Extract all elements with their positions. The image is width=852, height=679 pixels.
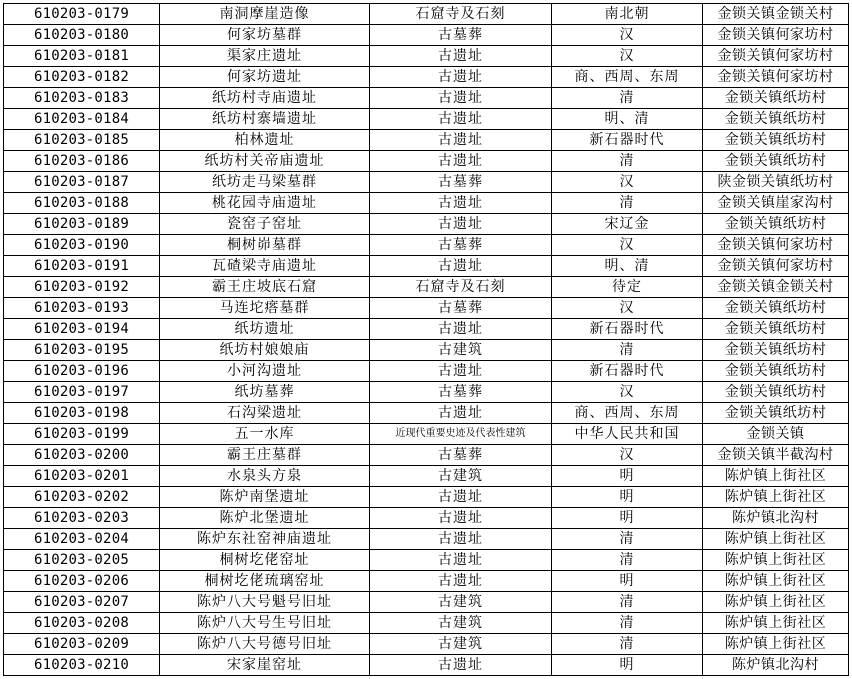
site-type-cell: 古墓葬 (370, 298, 552, 319)
site-era-cell: 明 (552, 487, 703, 508)
site-era-cell: 待定 (552, 277, 703, 298)
site-era-cell: 清 (552, 151, 703, 172)
site-name-cell: 五一水库 (160, 424, 370, 445)
table-row (4, 193, 849, 214)
site-location-cell: 金锁关镇何家坊村 (703, 67, 849, 88)
site-name-cell: 纸坊村寨墙遗址 (160, 109, 370, 130)
site-name-cell: 桐树圪佬琉璃窑址 (160, 571, 370, 592)
table-row (4, 613, 849, 634)
site-type-cell: 古墓葬 (370, 445, 552, 466)
table-row (4, 4, 849, 25)
site-location-cell: 陕金锁关镇纸坊村 (703, 172, 849, 193)
site-name-cell: 桐树圪佬窑址 (160, 550, 370, 571)
site-name-cell: 陈炉八大号魁号旧址 (160, 592, 370, 613)
site-location-cell: 陈炉镇上街社区 (703, 634, 849, 655)
site-era-cell: 新石器时代 (552, 319, 703, 340)
site-era-cell: 清 (552, 193, 703, 214)
table-row (4, 487, 849, 508)
site-code-cell: 610203-0186 (4, 151, 160, 172)
site-code-cell: 610203-0185 (4, 130, 160, 151)
site-era-cell: 商、西周、东周 (552, 403, 703, 424)
site-era-cell: 汉 (552, 25, 703, 46)
site-type-cell: 古遗址 (370, 361, 552, 382)
heritage-sites-table (3, 3, 849, 676)
site-name-cell: 瓷窑子窑址 (160, 214, 370, 235)
site-type-cell: 古墓葬 (370, 235, 552, 256)
site-era-cell: 新石器时代 (552, 130, 703, 151)
table-row (4, 529, 849, 550)
site-era-cell: 汉 (552, 298, 703, 319)
site-name-cell: 桃花园寺庙遗址 (160, 193, 370, 214)
site-name-cell: 柏林遗址 (160, 130, 370, 151)
site-type-cell: 古建筑 (370, 466, 552, 487)
table-row (4, 508, 849, 529)
table-row (4, 361, 849, 382)
site-location-cell: 金锁关镇纸坊村 (703, 214, 849, 235)
site-era-cell: 明 (552, 508, 703, 529)
site-era-cell: 汉 (552, 382, 703, 403)
site-name-cell: 小河沟遗址 (160, 361, 370, 382)
site-name-cell: 宋家崖窑址 (160, 655, 370, 676)
site-era-cell: 汉 (552, 46, 703, 67)
site-era-cell: 清 (552, 592, 703, 613)
site-era-cell: 明 (552, 466, 703, 487)
table-row (4, 25, 849, 46)
table-row (4, 445, 849, 466)
site-name-cell: 陈炉八大号德号旧址 (160, 634, 370, 655)
site-code-cell: 610203-0200 (4, 445, 160, 466)
site-location-cell: 金锁关镇纸坊村 (703, 340, 849, 361)
site-name-cell: 陈炉南堡遗址 (160, 487, 370, 508)
site-type-cell: 古建筑 (370, 592, 552, 613)
site-code-cell: 610203-0188 (4, 193, 160, 214)
table-row (4, 655, 849, 676)
site-code-cell: 610203-0181 (4, 46, 160, 67)
site-location-cell: 金锁关镇崖家沟村 (703, 193, 849, 214)
site-era-cell: 明 (552, 571, 703, 592)
site-name-cell: 水泉头方泉 (160, 466, 370, 487)
table-row (4, 67, 849, 88)
table-row (4, 277, 849, 298)
table-row (4, 88, 849, 109)
site-code-cell: 610203-0198 (4, 403, 160, 424)
site-location-cell: 陈炉镇上街社区 (703, 613, 849, 634)
site-code-cell: 610203-0210 (4, 655, 160, 676)
site-name-cell: 何家坊墓群 (160, 25, 370, 46)
site-name-cell: 纸坊村娘娘庙 (160, 340, 370, 361)
site-type-cell: 古遗址 (370, 529, 552, 550)
site-location-cell: 金锁关镇何家坊村 (703, 235, 849, 256)
site-location-cell: 金锁关镇何家坊村 (703, 25, 849, 46)
site-type-cell: 古建筑 (370, 634, 552, 655)
site-location-cell: 金锁关镇纸坊村 (703, 298, 849, 319)
site-name-cell: 南洞摩崖造像 (160, 4, 370, 25)
site-location-cell: 陈炉镇上街社区 (703, 529, 849, 550)
site-code-cell: 610203-0184 (4, 109, 160, 130)
site-name-cell: 纸坊墓葬 (160, 382, 370, 403)
site-name-cell: 何家坊遗址 (160, 67, 370, 88)
site-name-cell: 陈炉八大号生号旧址 (160, 613, 370, 634)
site-location-cell: 金锁关镇 (703, 424, 849, 445)
site-era-cell: 清 (552, 613, 703, 634)
site-code-cell: 610203-0196 (4, 361, 160, 382)
site-code-cell: 610203-0192 (4, 277, 160, 298)
site-code-cell: 610203-0203 (4, 508, 160, 529)
site-name-cell: 瓦碴梁寺庙遗址 (160, 256, 370, 277)
site-location-cell: 金锁关镇半截沟村 (703, 445, 849, 466)
table-row (4, 256, 849, 277)
site-location-cell: 陈炉镇上街社区 (703, 550, 849, 571)
site-name-cell: 桐树峁墓群 (160, 235, 370, 256)
site-location-cell: 陈炉镇北沟村 (703, 655, 849, 676)
site-code-cell: 610203-0193 (4, 298, 160, 319)
site-name-cell: 陈炉北堡遗址 (160, 508, 370, 529)
site-location-cell: 陈炉镇上街社区 (703, 592, 849, 613)
site-era-cell: 清 (552, 634, 703, 655)
table-row (4, 592, 849, 613)
site-era-cell: 商、西周、东周 (552, 67, 703, 88)
site-era-cell: 明 (552, 655, 703, 676)
site-code-cell: 610203-0205 (4, 550, 160, 571)
site-era-cell: 宋辽金 (552, 214, 703, 235)
site-name-cell: 纸坊遗址 (160, 319, 370, 340)
site-era-cell: 清 (552, 88, 703, 109)
site-type-cell: 古遗址 (370, 151, 552, 172)
table-row (4, 634, 849, 655)
site-era-cell: 明、清 (552, 256, 703, 277)
site-code-cell: 610203-0189 (4, 214, 160, 235)
site-type-cell: 石窟寺及石刻 (370, 277, 552, 298)
site-type-cell: 近现代重要史迹及代表性建筑 (370, 424, 552, 445)
site-location-cell: 金锁关镇纸坊村 (703, 130, 849, 151)
table-row (4, 130, 849, 151)
table-row (4, 214, 849, 235)
site-location-cell: 陈炉镇北沟村 (703, 508, 849, 529)
site-name-cell: 纸坊村寺庙遗址 (160, 88, 370, 109)
table-row (4, 403, 849, 424)
site-type-cell: 古墓葬 (370, 382, 552, 403)
site-code-cell: 610203-0191 (4, 256, 160, 277)
site-location-cell: 金锁关镇纸坊村 (703, 319, 849, 340)
site-era-cell: 南北朝 (552, 4, 703, 25)
site-era-cell: 清 (552, 529, 703, 550)
site-era-cell: 中华人民共和国 (552, 424, 703, 445)
site-name-cell: 石沟梁遗址 (160, 403, 370, 424)
site-name-cell: 纸坊村关帝庙遗址 (160, 151, 370, 172)
site-type-cell: 古遗址 (370, 655, 552, 676)
table-row (4, 340, 849, 361)
site-type-cell: 古遗址 (370, 550, 552, 571)
site-era-cell: 汉 (552, 445, 703, 466)
site-name-cell: 霸王庄墓群 (160, 445, 370, 466)
site-type-cell: 古建筑 (370, 613, 552, 634)
site-location-cell: 金锁关镇纸坊村 (703, 382, 849, 403)
site-code-cell: 610203-0197 (4, 382, 160, 403)
table-row (4, 298, 849, 319)
site-code-cell: 610203-0179 (4, 4, 160, 25)
site-era-cell: 汉 (552, 235, 703, 256)
site-era-cell: 明、清 (552, 109, 703, 130)
table-row (4, 571, 849, 592)
site-location-cell: 陈炉镇上街社区 (703, 487, 849, 508)
site-code-cell: 610203-0202 (4, 487, 160, 508)
site-era-cell: 清 (552, 340, 703, 361)
site-code-cell: 610203-0201 (4, 466, 160, 487)
site-location-cell: 金锁关镇金锁关村 (703, 277, 849, 298)
table-row (4, 235, 849, 256)
site-location-cell: 金锁关镇纸坊村 (703, 403, 849, 424)
table-row (4, 172, 849, 193)
site-type-cell: 古遗址 (370, 67, 552, 88)
table-body (4, 4, 849, 676)
site-code-cell: 610203-0183 (4, 88, 160, 109)
site-name-cell: 马连坨瘩墓群 (160, 298, 370, 319)
site-era-cell: 清 (552, 550, 703, 571)
site-type-cell: 古遗址 (370, 319, 552, 340)
site-code-cell: 610203-0204 (4, 529, 160, 550)
site-location-cell: 金锁关镇纸坊村 (703, 151, 849, 172)
site-type-cell: 古遗址 (370, 130, 552, 151)
table-row (4, 424, 849, 445)
site-location-cell: 金锁关镇纸坊村 (703, 361, 849, 382)
site-code-cell: 610203-0187 (4, 172, 160, 193)
site-era-cell: 汉 (552, 172, 703, 193)
site-name-cell: 陈炉东社窑神庙遗址 (160, 529, 370, 550)
site-type-cell: 古遗址 (370, 214, 552, 235)
site-location-cell: 金锁关镇何家坊村 (703, 46, 849, 67)
site-type-cell: 古遗址 (370, 256, 552, 277)
table-row (4, 550, 849, 571)
site-code-cell: 610203-0180 (4, 25, 160, 46)
site-code-cell: 610203-0199 (4, 424, 160, 445)
table-row (4, 382, 849, 403)
site-type-cell: 古遗址 (370, 487, 552, 508)
site-code-cell: 610203-0190 (4, 235, 160, 256)
site-code-cell: 610203-0182 (4, 67, 160, 88)
site-location-cell: 金锁关镇纸坊村 (703, 88, 849, 109)
site-location-cell: 陈炉镇上街社区 (703, 571, 849, 592)
site-code-cell: 610203-0206 (4, 571, 160, 592)
site-type-cell: 古遗址 (370, 109, 552, 130)
site-location-cell: 金锁关镇金锁关村 (703, 4, 849, 25)
site-type-cell: 石窟寺及石刻 (370, 4, 552, 25)
site-code-cell: 610203-0208 (4, 613, 160, 634)
site-name-cell: 渠家庄遗址 (160, 46, 370, 67)
site-code-cell: 610203-0207 (4, 592, 160, 613)
table-row (4, 151, 849, 172)
site-code-cell: 610203-0194 (4, 319, 160, 340)
table-row (4, 319, 849, 340)
site-type-cell: 古遗址 (370, 508, 552, 529)
site-type-cell: 古遗址 (370, 46, 552, 67)
site-name-cell: 霸王庄坡底石窟 (160, 277, 370, 298)
site-type-cell: 古遗址 (370, 571, 552, 592)
site-era-cell: 新石器时代 (552, 361, 703, 382)
site-location-cell: 金锁关镇纸坊村 (703, 109, 849, 130)
site-name-cell: 纸坊走马梁墓群 (160, 172, 370, 193)
site-code-cell: 610203-0195 (4, 340, 160, 361)
site-type-cell: 古墓葬 (370, 172, 552, 193)
site-type-cell: 古遗址 (370, 193, 552, 214)
site-location-cell: 陈炉镇上街社区 (703, 466, 849, 487)
site-code-cell: 610203-0209 (4, 634, 160, 655)
table-row (4, 109, 849, 130)
site-type-cell: 古遗址 (370, 88, 552, 109)
table-row (4, 466, 849, 487)
site-type-cell: 古遗址 (370, 403, 552, 424)
table-row (4, 46, 849, 67)
site-type-cell: 古建筑 (370, 340, 552, 361)
site-type-cell: 古墓葬 (370, 25, 552, 46)
site-location-cell: 金锁关镇何家坊村 (703, 256, 849, 277)
